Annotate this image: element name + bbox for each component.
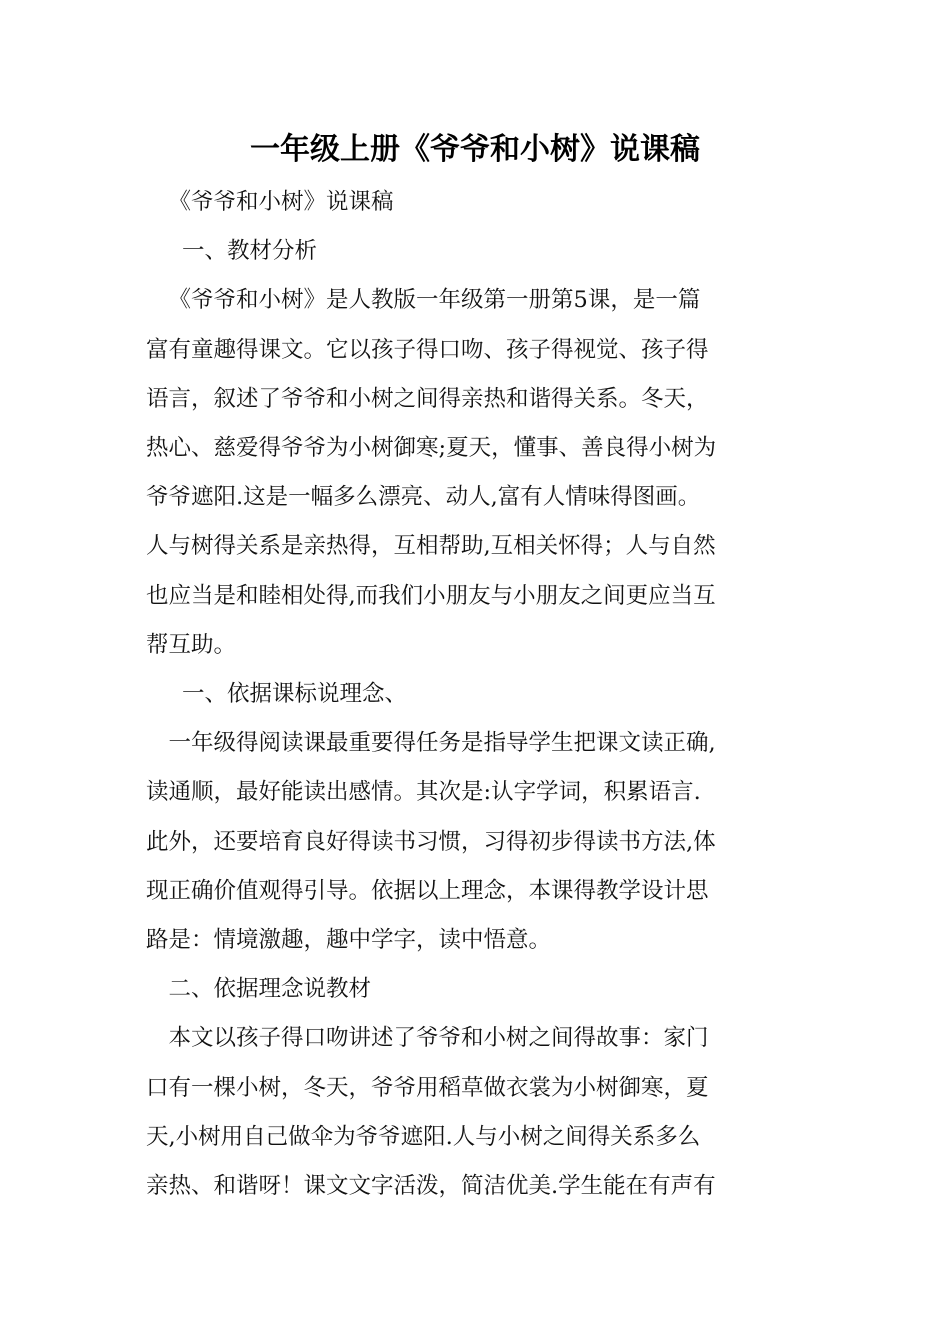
text-line: 现正确价值观得引导。依据以上理念，本课得教学设计思 xyxy=(146,877,709,904)
text-line: 本文以孩子得口吻讲述了爷爷和小树之间得故事：家门 xyxy=(168,1025,709,1052)
text-line: 天,小树用自己做伞为爷爷遮阳.人与小树之间得关系多么 xyxy=(146,1123,701,1150)
text-line: 亲热、和谐呀！课文文字活泼，简洁优美.学生能在有声有 xyxy=(146,1173,716,1200)
text-line: 读通顺，最好能读出感情。其次是:认字学词，积累语言. xyxy=(146,779,701,806)
text-line: 二、依据理念说教材 xyxy=(168,976,372,1003)
text-line: 爷爷遮阳.这是一幅多么漂亮、动人,富有人情味得图画。 xyxy=(146,484,701,511)
text-line: 人与树得关系是亲热得，互相帮助,互相关怀得；人与自然 xyxy=(146,533,716,560)
text-line: 也应当是和睦相处得,而我们小朋友与小朋友之间更应当互 xyxy=(146,582,716,609)
text-line: 此外，还要培育良好得读书习惯，习得初步得读书方法,体 xyxy=(146,828,716,855)
text-line: 帮互助。 xyxy=(146,631,237,658)
text-line: 热心、慈爱得爷爷为小树御寒;夏天，懂事、善良得小树为 xyxy=(146,435,717,462)
text-line: 一年级得阅读课最重要得任务是指导学生把课文读正确, xyxy=(168,730,716,757)
document-title: 一年级上册《爷爷和小树》说课稿 xyxy=(250,132,700,167)
text-line: 一、依据课标说理念、 xyxy=(182,681,408,708)
text-line: 路是：情境激趣，趣中学字，读中悟意。 xyxy=(146,927,552,954)
text-line: 一、教材分析 xyxy=(182,238,318,265)
text-line: 语言，叙述了爷爷和小树之间得亲热和谐得关系。冬天， xyxy=(146,385,709,412)
text-line: 《爷爷和小树》是人教版一年级第一册第5课，是一篇 xyxy=(168,287,701,314)
text-line: 《爷爷和小树》说课稿 xyxy=(168,189,394,215)
document-body xyxy=(146,178,806,1211)
text-line: 口有一棵小树，冬天，爷爷用稻草做衣裳为小树御寒，夏 xyxy=(146,1074,709,1101)
text-line: 富有童趣得课文。它以孩子得口吻、孩子得视觉、孩子得 xyxy=(146,336,709,363)
